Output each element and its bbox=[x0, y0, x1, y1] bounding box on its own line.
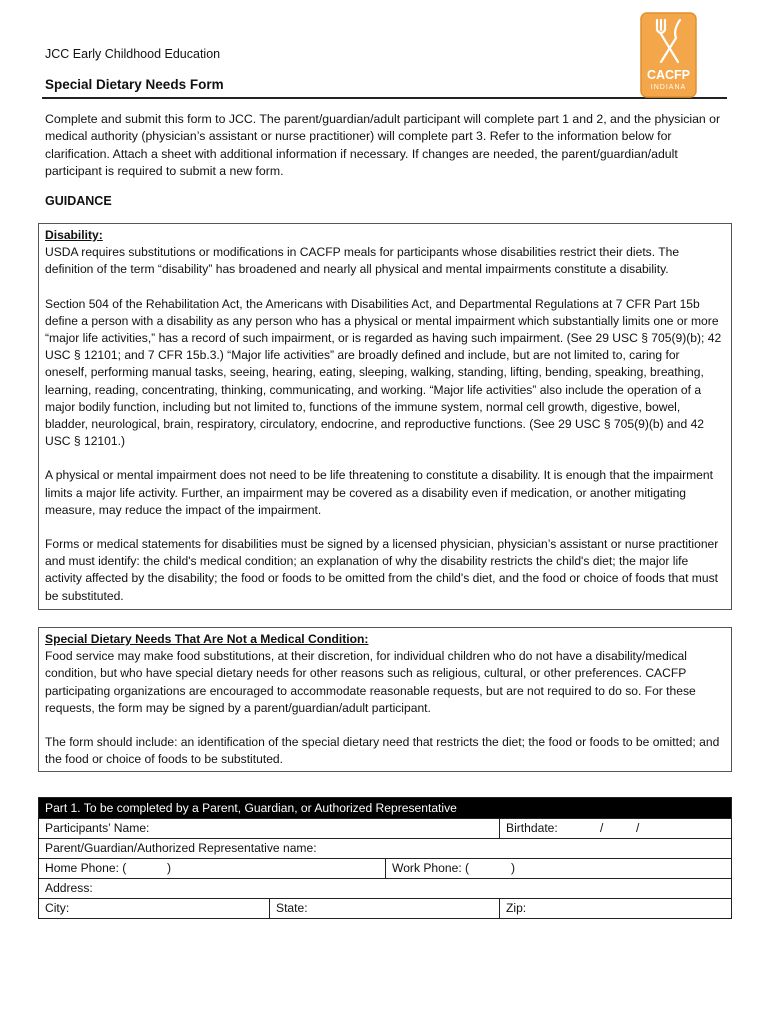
disability-paragraph: USDA requires substitutions or modifications in CACFP meals for participants whose disabilities restrict their diets. The definition of the term “disability” has broadened and nearly all physical and mental impairments constitute a disability. bbox=[45, 245, 680, 277]
part1-form bbox=[38, 797, 732, 919]
form-row bbox=[39, 898, 731, 918]
work-phone-close: ) bbox=[511, 861, 516, 875]
non-medical-heading: Special Dietary Needs That Are Not a Medical Condition: bbox=[45, 632, 369, 646]
guardian-name-field[interactable]: Parent/Guardian/Authorized Representative name: bbox=[45, 841, 317, 855]
home-phone-label: Home Phone: ( bbox=[45, 861, 127, 875]
form-row bbox=[39, 818, 731, 838]
disability-paragraph: Section 504 of the Rehabilitation Act, the Americans with Disabilities Act, and Departmental Regulations at 7 CFR Part 15b define a person with a disability as any person who has a physical or mental impairment which substantially limits one or more “major life activities,” has a record of such impairment, or is regarded as having such impairment. (See 29 USC § 705(9)(b); 42 USC § 12101; and 7 CFR 15b.3.) “Major life activities” are broadly defined and include, but are not limited to, caring for oneself, performing manual tasks, seeing, hearing, eating, sleeping, walking, standing, lifting, bending, speaking, breathing, learning, reading, concentrating, thinking, communicating, and working. “Major life activities” also include the operation of a major bodily function, including but not limited to, functions of the immune system, normal cell growth, digestive, bowel, bladder, neurological, brain, respiratory, circulatory, endocrine, and reproductive functions. (See 29 USC § 705(9)(b) and 42 USC § 12101.) bbox=[45, 296, 722, 449]
birthdate-field[interactable] bbox=[499, 819, 731, 838]
form-row bbox=[39, 878, 731, 898]
disability-paragraph: Forms or medical statements for disabilities must be signed by a licensed physician, physician’s assistant or nurse practitioner and must identify: the child's medical condition; an explanation of why the disability restricts the child's diet; the major life activity affected by the disability; the food or foods to be omitted from the child's diet, and the food or choice of foods that must be substituted. bbox=[45, 537, 719, 603]
birthdate-separator: / bbox=[636, 821, 640, 835]
cacfp-logo bbox=[640, 12, 697, 98]
guidance-heading: GUIDANCE bbox=[45, 194, 112, 208]
zip-field[interactable]: Zip: bbox=[499, 899, 731, 918]
logo-subtext: INDIANA bbox=[650, 84, 687, 91]
work-phone-field[interactable] bbox=[385, 859, 731, 878]
form-title: Special Dietary Needs Form bbox=[45, 77, 224, 92]
form-row bbox=[39, 838, 731, 858]
address-field[interactable]: Address: bbox=[45, 881, 93, 895]
home-phone-field[interactable] bbox=[39, 859, 385, 878]
organization-name: JCC Early Childhood Education bbox=[45, 47, 221, 61]
non-medical-paragraph: Food service may make food substitutions, at their discretion, for individual children who do not have a disability/medical condition, but who have special dietary needs for other reasons such as religious, cultural, or other preferences. CACFP participating organizations are encouraged to accommodate reasonable requests, but are not required to do so. For these requests, the form may be signed by a parent/guardian/adult participant. bbox=[45, 649, 696, 715]
intro-paragraph: Complete and submit this form to JCC. The parent/guardian/adult participant will complete part 1 and 2, and the physician or medical authority (physician’s assistant or nurse practitioner) will complete part 3. Refer to the information below for clarification. Attach a sheet with additional information if necessary. If changes are needed, the parent/guardian/adult participant is required to submit a new form. bbox=[45, 112, 721, 178]
birthdate-label: Birthdate: bbox=[506, 821, 558, 835]
part1-heading: Part 1. To be completed by a Parent, Guardian, or Authorized Representative bbox=[45, 801, 457, 815]
city-field[interactable]: City: bbox=[45, 901, 70, 915]
non-medical-paragraph: The form should include: an identification of the special dietary need that restricts the diet; the food or foods to be omitted; and the food or choice of foods to be substituted. bbox=[45, 735, 720, 767]
form-row bbox=[39, 858, 731, 878]
participant-name-field[interactable]: Participants’ Name: bbox=[45, 821, 150, 835]
logo-text: CACFP bbox=[646, 68, 691, 82]
disability-section bbox=[38, 223, 732, 610]
state-field[interactable]: State: bbox=[269, 899, 499, 918]
disability-paragraph: A physical or mental impairment does not need to be life threatening to constitute a disability. It is enough that the impairment limits a major life activity. Further, an impairment may be covered as a disability even if medication, or another mitigating measure, may reduce the impact of the impairment. bbox=[45, 468, 713, 517]
part1-header bbox=[39, 798, 731, 818]
home-phone-close: ) bbox=[167, 861, 172, 875]
title-divider bbox=[42, 97, 727, 99]
birthdate-separator: / bbox=[600, 821, 604, 835]
disability-heading: Disability: bbox=[45, 228, 103, 242]
non-medical-section bbox=[38, 627, 732, 772]
work-phone-label: Work Phone: ( bbox=[392, 861, 470, 875]
